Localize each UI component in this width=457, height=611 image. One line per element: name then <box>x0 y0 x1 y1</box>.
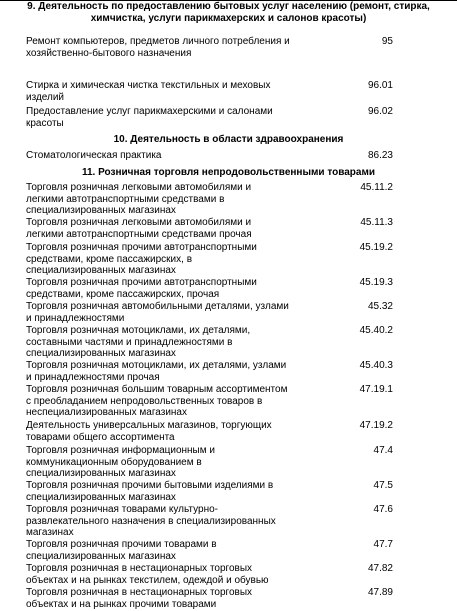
table-row <box>0 217 457 242</box>
activity-name: Деятельность универсальных магазинов, торгующих товарами общего ассортимента <box>26 420 272 443</box>
table-row <box>0 36 457 59</box>
table-row <box>0 445 457 480</box>
activity-name: Стоматологическая практика <box>26 150 162 161</box>
activity-name: Торговля розничная в нестационарных торговых объектах и на рынках прочими товарами <box>26 587 253 610</box>
activity-code: 95 <box>381 36 393 47</box>
activity-code: 45.11.3 <box>360 217 393 228</box>
activity-name: Ремонт компьютеров, предметов личного потребления и хозяйственно-бытового назначения <box>26 36 290 59</box>
activity-name: Торговля розничная легковыми автомобилями и легкими автотранспортными средствами прочая <box>26 217 252 240</box>
activity-code: 47.7 <box>373 539 393 550</box>
section-11-header: 11. Розничная торговля непродовольственными товарами <box>81 167 375 178</box>
activity-code: 47.5 <box>373 480 393 491</box>
activity-name: Торговля розничная мотоциклами, их деталями, узлами и принадлежностями прочая <box>26 360 287 383</box>
activity-code: 45.40.2 <box>359 325 393 336</box>
table-row <box>0 182 457 217</box>
activity-code: 47.19.2 <box>359 420 393 431</box>
activity-code: 96.02 <box>367 106 393 117</box>
activity-name: Предоставление услуг парикмахерскими и салонами красоты <box>26 106 273 129</box>
table-row <box>0 384 457 420</box>
table-row <box>0 420 457 445</box>
table-row <box>0 106 457 131</box>
activity-name: Торговля розничная автомобильными деталями, узлами и принадлежностями <box>26 301 289 324</box>
activity-name: Торговля розничная прочими автотранспортными средствами, кроме пассажирских, в специализированных магазинах <box>26 242 257 276</box>
table-row <box>0 277 457 301</box>
activity-code: 47.4 <box>373 445 393 456</box>
table-row <box>0 587 457 611</box>
activity-code: 45.11.2 <box>360 182 393 193</box>
activity-code: 86.23 <box>367 150 393 161</box>
activity-code: 45.19.3 <box>359 277 393 288</box>
activity-name: Торговля розничная товарами культурно-развлекательного назначения в специализированных магазинах <box>26 504 276 538</box>
table-row <box>0 242 457 277</box>
activity-name: Стирка и химическая чистка текстильных и меховых изделий <box>26 80 271 103</box>
table-row <box>0 563 457 587</box>
section-9-header: 9. Деятельность по предоставлению бытовых услуг населению (ремонт, стирка, химчистка, услуги парикмахерских и салонов красоты) <box>27 1 430 24</box>
activity-name: Торговля розничная прочими автотранспортными средствами, кроме пассажирских, прочая <box>26 277 257 300</box>
table-row <box>0 360 457 384</box>
activity-name: Торговля розничная легковыми автомобилями и легкими автотранспортными средствами в специализированных магазинах <box>26 182 252 216</box>
table-row <box>0 325 457 360</box>
activity-name: Торговля розничная прочими товарами в специализированных магазинах <box>26 539 217 562</box>
activity-code: 96.01 <box>367 80 393 91</box>
section-10-header: 10. Деятельность в области здравоохранения <box>113 134 344 145</box>
table-row <box>0 150 457 167</box>
activity-name: Торговля розничная большим товарным ассортиментом с преобладанием непродовольственных товаров в неспециализированных магазинах <box>26 384 288 418</box>
activity-code: 45.40.3 <box>359 360 393 371</box>
activity-name: Торговля розничная прочими бытовыми изделиями в специализированных магазинах <box>26 480 274 503</box>
activity-code: 45.19.2 <box>359 242 393 253</box>
activity-name: Торговля розничная информационным и коммуникационным оборудованием в специализированных магазинах <box>26 445 215 479</box>
table-row <box>0 480 457 504</box>
table-row <box>0 80 457 106</box>
activity-code: 45.32 <box>367 301 393 312</box>
activity-code: 47.89 <box>367 587 393 598</box>
table-row <box>0 301 457 325</box>
table-row <box>0 539 457 563</box>
activity-name: Торговля розничная в нестационарных торговых объектах и на рынках текстилем, одеждой и обувью <box>26 563 269 586</box>
activity-code: 47.19.1 <box>359 384 393 395</box>
activity-name: Торговля розничная мотоциклами, их деталями, составными частями и принадлежностями в специализированных магазинах <box>26 325 251 359</box>
activity-code: 47.6 <box>373 504 393 515</box>
activity-code: 47.82 <box>367 563 393 574</box>
table-row <box>0 504 457 539</box>
